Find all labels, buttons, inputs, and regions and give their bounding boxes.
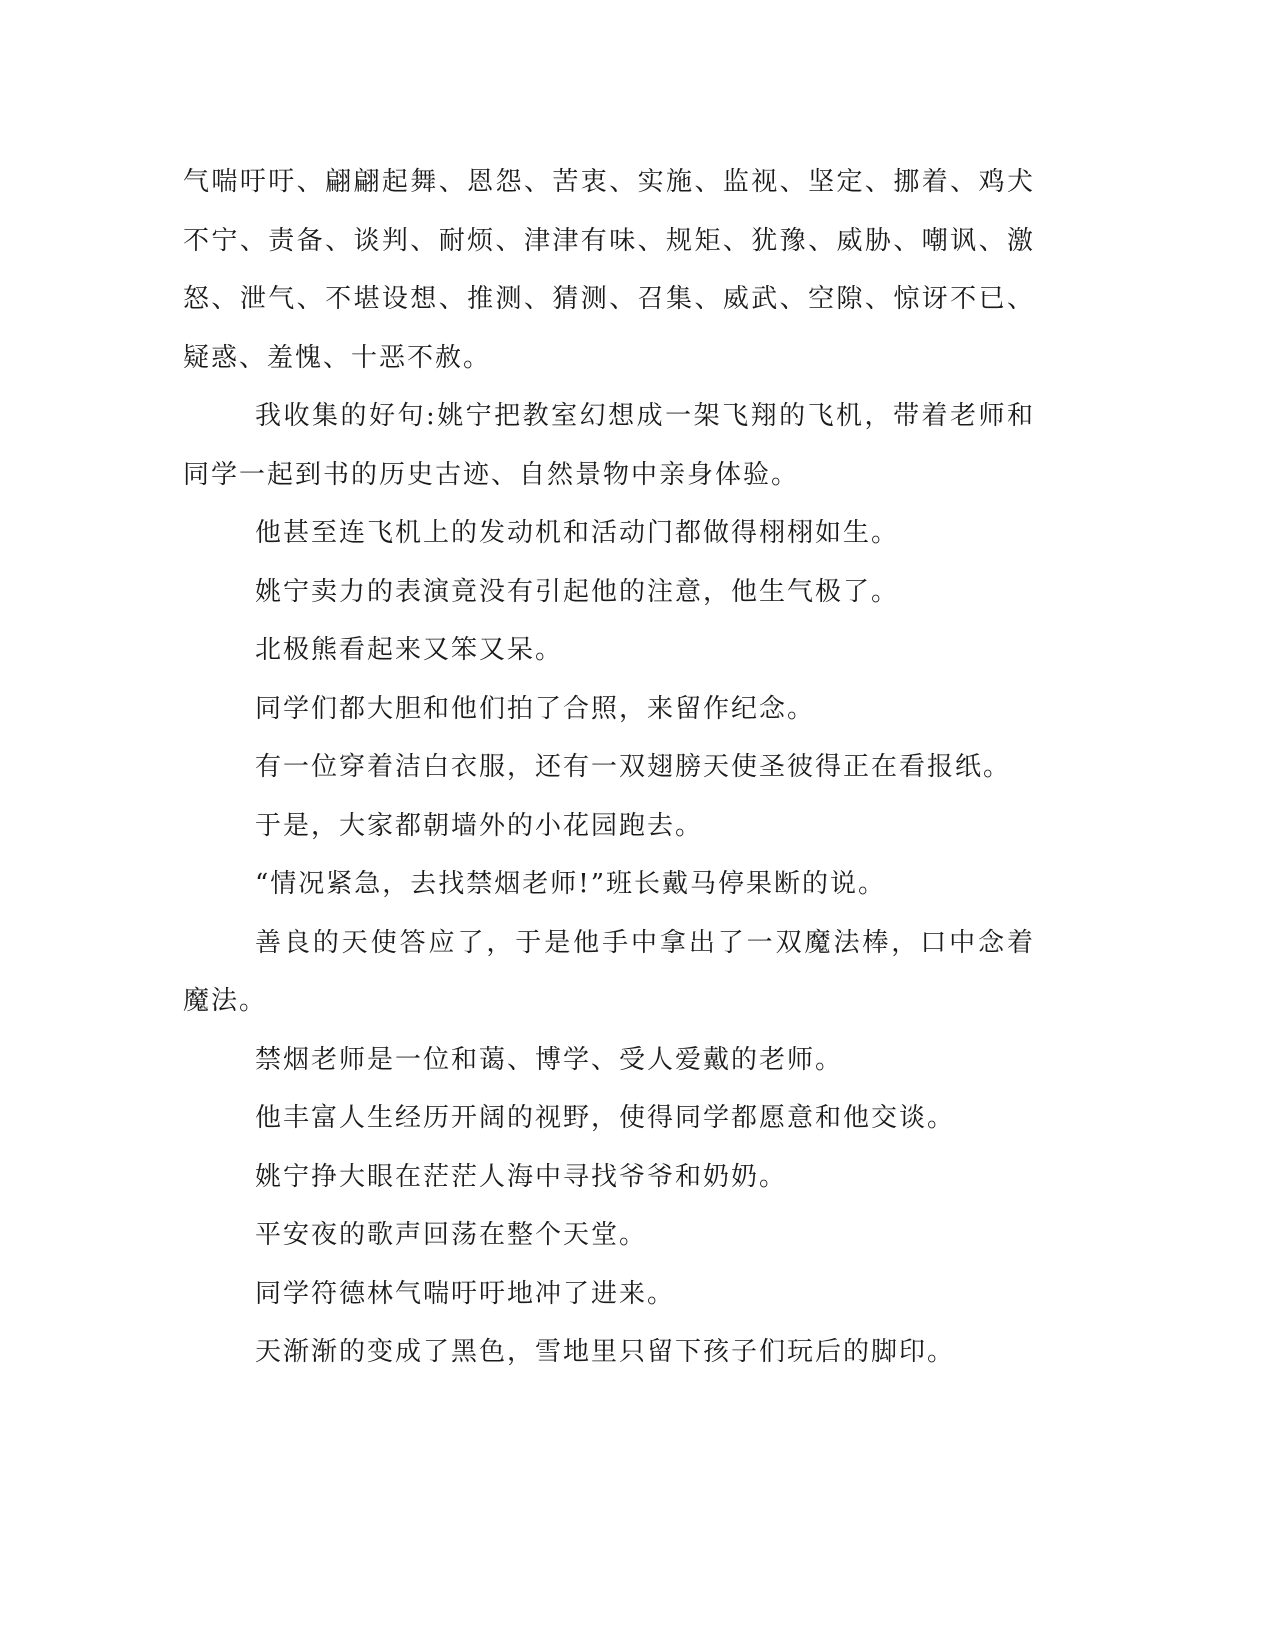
sentence: 有一位穿着洁白衣服，还有一双翅膀天使圣彼得正在看报纸。: [255, 752, 1012, 782]
sentence: 于是，大家都朝墙外的小花园跑去。: [255, 810, 704, 841]
sentence-intro: 我收集的好句:姚宁把教室幻想成一架飞翔的飞机，带着老师和同学一起到书的历史古迹、自然景物中亲身体验。: [183, 401, 1035, 490]
sentence: 善良的天使答应了，于是他手中拿出了一双魔法棒，口中念着魔法。: [183, 927, 1035, 1016]
sentence: 姚宁卖力的表演竟没有引起他的注意，他生气极了。: [255, 576, 900, 607]
sentence: 天渐渐的变成了黑色，雪地里只留下孩子们玩后的脚印。: [255, 1337, 956, 1367]
sentence: 他甚至连飞机上的发动机和活动门都做得栩栩如生。: [255, 518, 900, 548]
sentence: 平安夜的歌声回荡在整个天堂。: [255, 1220, 648, 1250]
sentence: 同学符德林气喘吁吁地冲了进来。: [255, 1278, 676, 1309]
sentence: 同学们都大胆和他们拍了合照，来留作纪念。: [255, 693, 816, 724]
sentence: 禁烟老师是一位和蔼、博学、受人爱戴的老师。: [255, 1044, 844, 1075]
vocabulary-list: 气喘吁吁、翩翩起舞、恩怨、苦衷、实施、监视、坚定、挪着、鸡犬不宁、责备、谈判、耐烦、津津有味、规矩、犹豫、威胁、嘲讽、激怒、泄气、不堪设想、推测、猜测、召集、威武、空隙、惊讶不已、疑惑、羞愧、十恶不赦。: [183, 167, 1035, 373]
sentence: 北极熊看起来又笨又呆。: [255, 635, 564, 665]
sentence: 他丰富人生经历开阔的视野，使得同学都愿意和他交谈。: [255, 1103, 956, 1133]
sentence: “情况紧急，去找禁烟老师!”班长戴马停果断的说。: [255, 869, 887, 899]
document-body: [183, 153, 1035, 1382]
sentence: 姚宁挣大眼在茫茫人海中寻找爷爷和奶奶。: [255, 1161, 788, 1192]
